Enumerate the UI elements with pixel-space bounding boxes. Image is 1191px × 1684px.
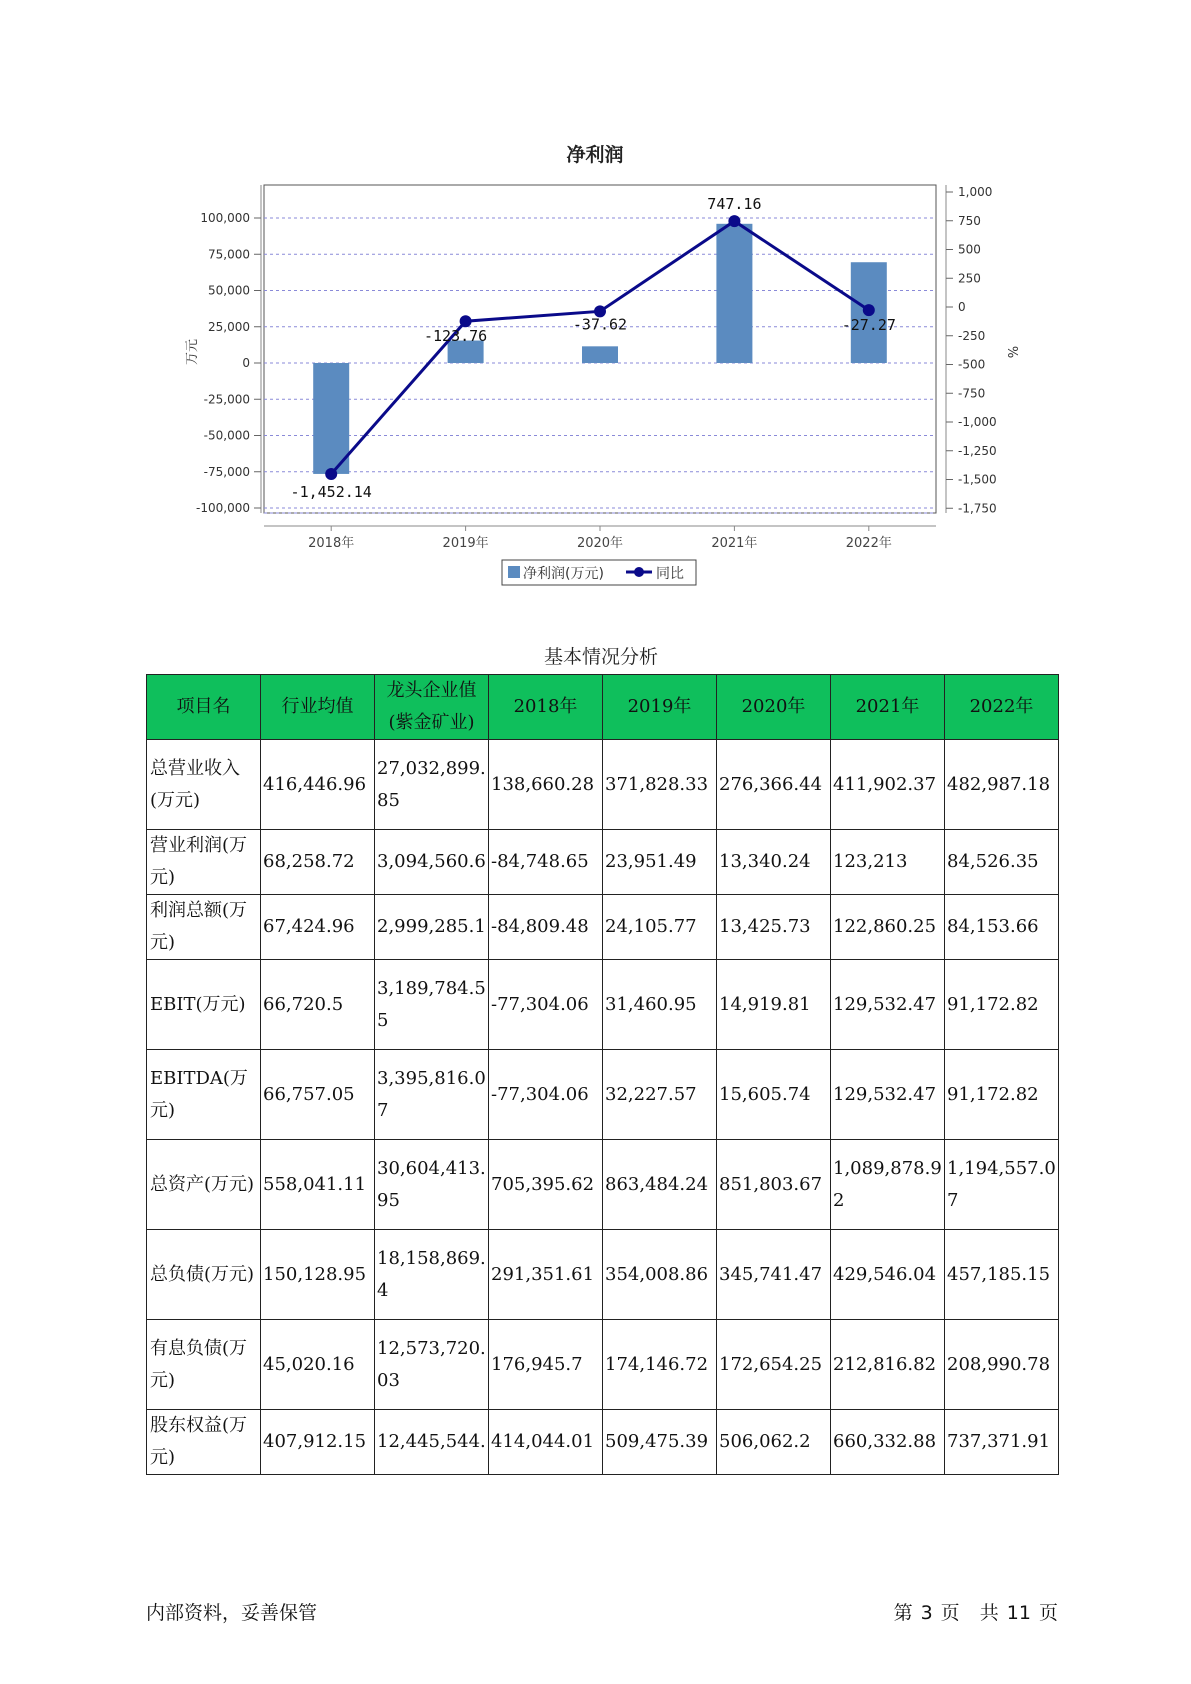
table-row xyxy=(147,740,1059,830)
table-value-cell: 851,803.67 xyxy=(717,1140,831,1230)
footer-page-indicator xyxy=(886,1598,1058,1625)
y-tick-label: 25,000 xyxy=(208,319,250,334)
table-header-cell: 2022年 xyxy=(945,675,1059,740)
y2-tick-label: -1,750 xyxy=(958,501,997,516)
y-tick-label: 100,000 xyxy=(200,211,250,225)
y2-tick-label: 1,000 xyxy=(958,185,993,199)
y2-tick-label: -250 xyxy=(958,328,986,343)
table-value-cell: 15,605.74 xyxy=(717,1050,831,1140)
table-value-cell: 172,654.25 xyxy=(717,1320,831,1410)
y2-tick-label: 0 xyxy=(958,300,966,314)
table-value-cell: 12,573,720.03 xyxy=(375,1320,489,1410)
row-label-cell: EBITDA(万元) xyxy=(147,1050,261,1140)
table-value-cell: 84,526.35 xyxy=(945,830,1059,895)
yoy-point xyxy=(863,304,875,316)
table-value-cell: 509,475.39 xyxy=(603,1410,717,1475)
table-value-cell: 31,460.95 xyxy=(603,960,717,1050)
y2-tick-label: -750 xyxy=(958,386,986,401)
page-current: 3 xyxy=(920,1602,933,1624)
legend-line-marker xyxy=(634,567,644,577)
x-axis-ticks xyxy=(308,526,892,551)
y2-tick-label: -1,500 xyxy=(958,472,997,487)
table-value-cell: 23,951.49 xyxy=(603,830,717,895)
chart-title: 净利润 xyxy=(566,144,624,166)
table-value-cell: 660,332.88 xyxy=(831,1410,945,1475)
table-value-cell: 12,445,544. xyxy=(375,1410,489,1475)
table-value-cell: 67,424.96 xyxy=(261,895,375,960)
table-value-cell: 174,146.72 xyxy=(603,1320,717,1410)
page-total-prefix: 共 xyxy=(979,1602,999,1624)
table-value-cell: 737,371.91 xyxy=(945,1410,1059,1475)
table-value-cell: 407,912.15 xyxy=(261,1410,375,1475)
net-profit-bar xyxy=(582,346,618,363)
yoy-point xyxy=(460,315,472,327)
table-value-cell: 558,041.11 xyxy=(261,1140,375,1230)
table-value-cell: 122,860.25 xyxy=(831,895,945,960)
table-value-cell: 91,172.82 xyxy=(945,960,1059,1050)
table-header-cell: 2018年 xyxy=(489,675,603,740)
page-total: 11 xyxy=(1006,1602,1031,1624)
table-header-cell: 龙头企业值(紫金矿业) xyxy=(375,675,489,740)
y-tick-label: -50,000 xyxy=(203,428,250,443)
table-value-cell: 68,258.72 xyxy=(261,830,375,895)
table-header-cell: 2021年 xyxy=(831,675,945,740)
y2-tick-label: 750 xyxy=(958,213,981,228)
y-tick-label: 50,000 xyxy=(208,283,250,298)
y-axis-left-label: 万元 xyxy=(185,338,200,366)
net-profit-bar xyxy=(716,224,752,363)
table-value-cell: 32,227.57 xyxy=(603,1050,717,1140)
table-title: 基本情况分析 xyxy=(543,646,658,668)
yoy-point xyxy=(728,215,740,227)
table-value-cell: -77,304.06 xyxy=(489,1050,603,1140)
row-label-cell: 总营业收入(万元) xyxy=(147,740,261,830)
x-tick-label: 2021年 xyxy=(711,536,758,551)
x-tick-label: 2020年 xyxy=(576,536,624,551)
page-suffix: 页 xyxy=(1038,1602,1058,1624)
table-header-cell: 行业均值 xyxy=(261,675,375,740)
table-value-cell: 138,660.28 xyxy=(489,740,603,830)
yoy-data-label: 747.16 xyxy=(707,195,762,214)
row-label-cell: 利润总额(万元) xyxy=(147,895,261,960)
yoy-point xyxy=(325,468,337,480)
row-label-cell: 总资产(万元) xyxy=(147,1140,261,1230)
net-profit-chart xyxy=(0,0,1191,600)
table-value-cell: 371,828.33 xyxy=(603,740,717,830)
y2-tick-label: -1,250 xyxy=(958,443,997,458)
table-value-cell: 13,340.24 xyxy=(717,830,831,895)
table-value-cell: 123,213 xyxy=(831,830,945,895)
table-row xyxy=(147,1230,1059,1320)
table-value-cell: 414,044.01 xyxy=(489,1410,603,1475)
table-value-cell: 291,351.61 xyxy=(489,1230,603,1320)
table-value-cell: 276,366.44 xyxy=(717,740,831,830)
table-row xyxy=(147,1320,1059,1410)
y2-tick-label: -1,000 xyxy=(958,415,997,429)
x-tick-label: 2019年 xyxy=(442,536,489,551)
legend-bar-swatch xyxy=(508,566,520,578)
row-label-cell: EBIT(万元) xyxy=(147,960,261,1050)
y2-tick-label: -500 xyxy=(958,357,986,372)
table-value-cell: -77,304.06 xyxy=(489,960,603,1050)
chart-svg xyxy=(0,0,1191,600)
table-value-cell: 212,816.82 xyxy=(831,1320,945,1410)
page-prefix: 第 xyxy=(893,1602,913,1624)
net-profit-bar xyxy=(313,363,349,474)
legend-bar-label: 净利润(万元) xyxy=(523,566,604,582)
table-value-cell: 66,757.05 xyxy=(261,1050,375,1140)
table-value-cell: 3,094,560.6 xyxy=(375,830,489,895)
y-tick-label: -75,000 xyxy=(203,464,250,479)
y-tick-label: -100,000 xyxy=(196,501,250,515)
table-value-cell: 1,194,557.07 xyxy=(945,1140,1059,1230)
y-tick-label: 75,000 xyxy=(208,247,250,262)
table-value-cell: 482,987.18 xyxy=(945,740,1059,830)
table-value-cell: 345,741.47 xyxy=(717,1230,831,1320)
table-value-cell: 705,395.62 xyxy=(489,1140,603,1230)
table-value-cell: 18,158,869.4 xyxy=(375,1230,489,1320)
yoy-data-label: -27.27 xyxy=(841,316,896,335)
table-row xyxy=(147,830,1059,895)
table-row xyxy=(147,1410,1059,1475)
row-label-cell: 总负债(万元) xyxy=(147,1230,261,1320)
table-value-cell: 66,720.5 xyxy=(261,960,375,1050)
x-tick-label: 2018年 xyxy=(308,536,355,551)
table-value-cell: 84,153.66 xyxy=(945,895,1059,960)
page-mid: 页 xyxy=(940,1602,960,1624)
table-value-cell: 3,395,816.07 xyxy=(375,1050,489,1140)
table-value-cell: 91,172.82 xyxy=(945,1050,1059,1140)
yoy-data-label: -123.76 xyxy=(423,327,488,346)
table-value-cell: 3,189,784.55 xyxy=(375,960,489,1050)
footer-confidential-note: 内部资料，妥善保管 xyxy=(146,1602,318,1624)
legend-line-label: 同比 xyxy=(656,566,684,582)
basic-analysis-table xyxy=(146,674,1059,1475)
chart-legend xyxy=(502,560,696,585)
row-label-cell: 营业利润(万元) xyxy=(147,830,261,895)
row-label-cell: 有息负债(万元) xyxy=(147,1320,261,1410)
y-axis-right-ticks xyxy=(946,185,997,515)
table-row xyxy=(147,1050,1059,1140)
table-value-cell: 176,945.7 xyxy=(489,1320,603,1410)
y2-tick-label: 250 xyxy=(958,271,981,286)
x-tick-label: 2022年 xyxy=(845,536,892,551)
table-row xyxy=(147,960,1059,1050)
table-value-cell: 2,999,285.1 xyxy=(375,895,489,960)
yoy-data-label: -37.62 xyxy=(572,315,628,334)
table-value-cell: 416,446.96 xyxy=(261,740,375,830)
table-value-cell: 24,105.77 xyxy=(603,895,717,960)
table-header-cell: 项目名 xyxy=(147,675,261,740)
table-value-cell: 30,604,413.95 xyxy=(375,1140,489,1230)
y-axis-right-label: % xyxy=(1004,345,1019,359)
table-value-cell: 27,032,899.85 xyxy=(375,740,489,830)
table-value-cell: 208,990.78 xyxy=(945,1320,1059,1410)
table-value-cell: 129,532.47 xyxy=(831,960,945,1050)
table-value-cell: 411,902.37 xyxy=(831,740,945,830)
table-header-row xyxy=(147,675,1059,740)
table-value-cell: 150,128.95 xyxy=(261,1230,375,1320)
table-value-cell: 863,484.24 xyxy=(603,1140,717,1230)
table-value-cell: 45,020.16 xyxy=(261,1320,375,1410)
table-value-cell: 13,425.73 xyxy=(717,895,831,960)
table-header-cell: 2020年 xyxy=(717,675,831,740)
y-axis-left-ticks xyxy=(196,211,261,515)
table-value-cell: -84,748.65 xyxy=(489,830,603,895)
table-value-cell: 129,532.47 xyxy=(831,1050,945,1140)
table-value-cell: 429,546.04 xyxy=(831,1230,945,1320)
yoy-data-label: -1,452.14 xyxy=(290,482,372,501)
table-row xyxy=(147,1140,1059,1230)
row-label-cell: 股东权益(万元) xyxy=(147,1410,261,1475)
table-value-cell: 457,185.15 xyxy=(945,1230,1059,1320)
y-tick-label: -25,000 xyxy=(203,392,250,407)
table-value-cell: -84,809.48 xyxy=(489,895,603,960)
table-value-cell: 14,919.81 xyxy=(717,960,831,1050)
y2-tick-label: 500 xyxy=(958,242,981,257)
table-value-cell: 354,008.86 xyxy=(603,1230,717,1320)
table-header-cell: 2019年 xyxy=(603,675,717,740)
table-value-cell: 1,089,878.92 xyxy=(831,1140,945,1230)
table-value-cell: 506,062.2 xyxy=(717,1410,831,1475)
table-row xyxy=(147,895,1059,960)
y-tick-label: 0 xyxy=(242,356,250,370)
